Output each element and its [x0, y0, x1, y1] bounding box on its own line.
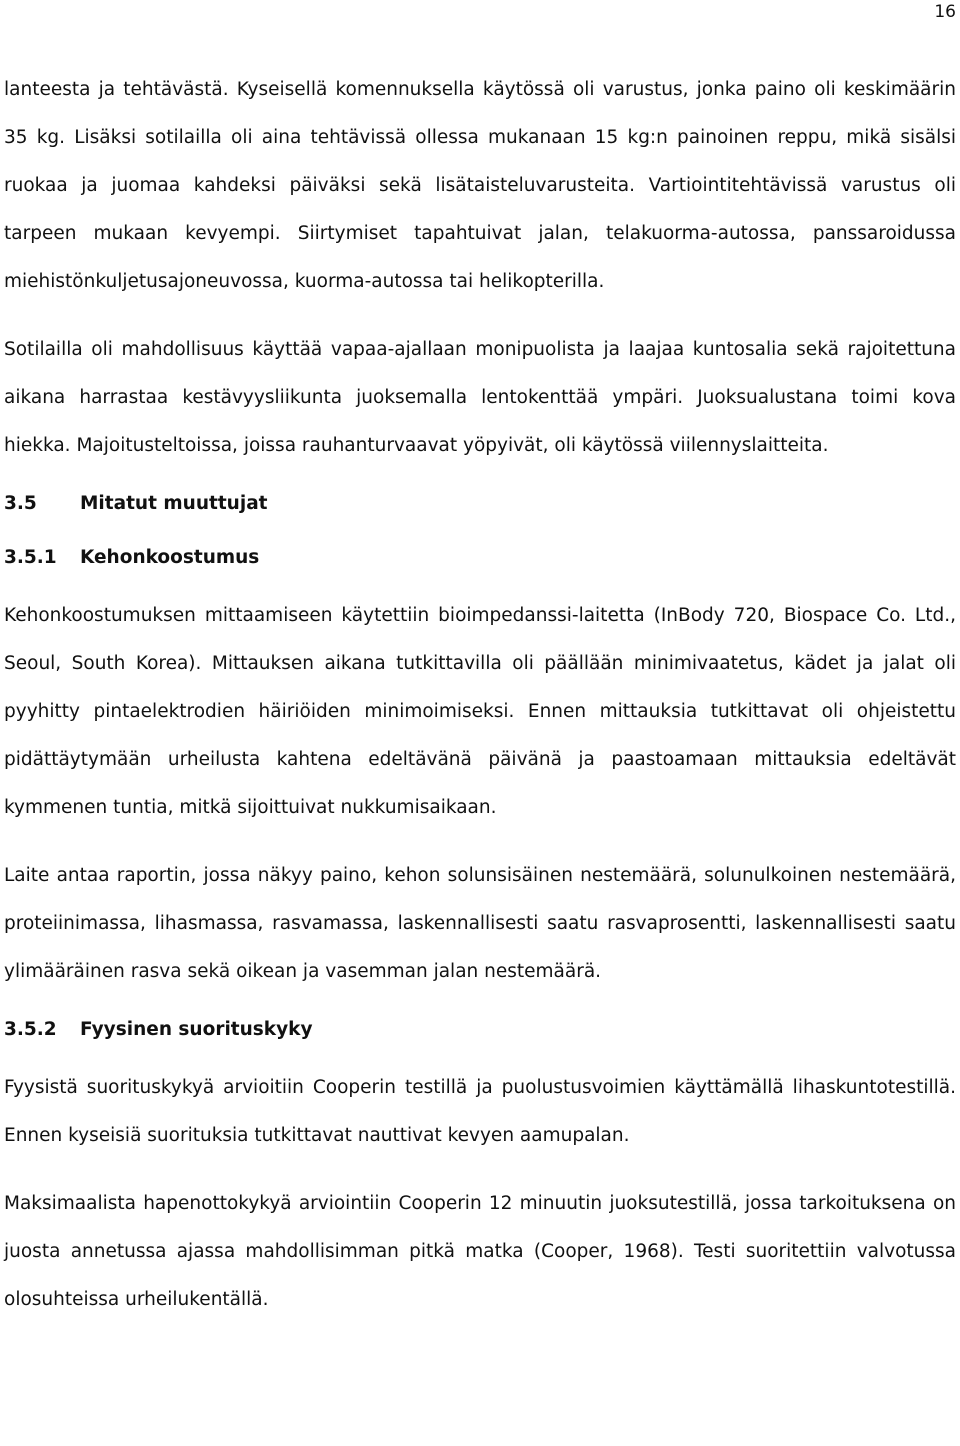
section-heading-3-5-1	[4, 538, 956, 578]
section-title: Fyysinen suorituskyky	[80, 1019, 313, 1040]
paragraph-cooper-test: Maksimaalista hapenottokykyä arviointiin Cooperin 12 minuutin juoksutestillä, jossa tarkoituksena on juosta annetussa ajassa mahdollisimman pitkä matka (Cooper, 1968). Testi suoritettiin valvotussa olosuhteissa urheilukentällä.	[4, 1193, 956, 1310]
section-heading-3-5	[4, 484, 956, 524]
document-body	[4, 66, 956, 1324]
paragraph-body-composition: Kehonkoostumuksen mittaamiseen käytettiin bioimpedanssi-laitetta (InBody 720, Biospace Co. Ltd., Seoul, South Korea). Mittauksen aikana tutkittavilla oli päällään minimivaatetus, kädet ja jalat oli pyyhitty pintaelektrodien häiriöiden minimoimiseksi. Ennen mittauksia tutkittavat oli ohjeistettu pidättäytymään urheilusta kahtena edeltävänä päivänä ja paastoamaan mittauksia edeltävät kymmenen tuntia, mitkä sijoittuivat nukkumisaikaan.	[4, 605, 956, 818]
paragraph-performance: Fyysistä suorituskykyä arvioitiin Cooperin testillä ja puolustusvoimien käyttämällä lihaskuntotestillä. Ennen kyseisiä suorituksia tutkittavat nauttivat kevyen aamupalan.	[4, 1077, 956, 1146]
paragraph-free-time: Sotilailla oli mahdollisuus käyttää vapaa-ajallaan monipuolista ja laajaa kuntosalia sekä rajoitettuna aikana harrastaa kestävyysliikunta juoksemalla lentokenttää ympäri. Juoksualustana toimi kova hiekka. Majoitusteltoissa, joissa rauhanturvaavat yöpyivät, oli käytössä viilennyslaitteita.	[4, 339, 956, 456]
section-heading-3-5-2	[4, 1010, 956, 1050]
paragraph-equipment: lanteesta ja tehtävästä. Kyseisellä komennuksella käytössä oli varustus, jonka paino oli keskimäärin 35 kg. Lisäksi sotilailla oli aina tehtävissä ollessa mukanaan 15 kg:n painoinen reppu, mikä sisälsi ruokaa ja juomaa kahdeksi päiväksi sekä lisätaisteluvarusteita. Vartiointitehtävissä varustus oli tarpeen mukaan kevyempi. Siirtymiset tapahtuivat jalan, telakuorma-autossa, panssaroidussa miehistönkuljetusajoneuvossa, kuorma-autossa tai helikopterilla.	[4, 79, 956, 292]
paragraph-report: Laite antaa raportin, jossa näkyy paino, kehon solunsisäinen nestemäärä, solunulkoinen nestemäärä, proteiinimassa, lihasmassa, rasvamassa, laskennallisesti saatu rasvaprosentti, laskennallisesti saatu ylimääräinen rasva sekä oikean ja vasemman jalan nestemäärä.	[4, 865, 956, 982]
section-title: Kehonkoostumus	[80, 547, 260, 568]
section-number: 3.5.2	[4, 1019, 57, 1040]
section-number: 3.5	[4, 493, 37, 514]
page-number: 16	[934, 2, 956, 22]
section-title: Mitatut muuttujat	[80, 493, 268, 514]
section-number: 3.5.1	[4, 547, 57, 568]
